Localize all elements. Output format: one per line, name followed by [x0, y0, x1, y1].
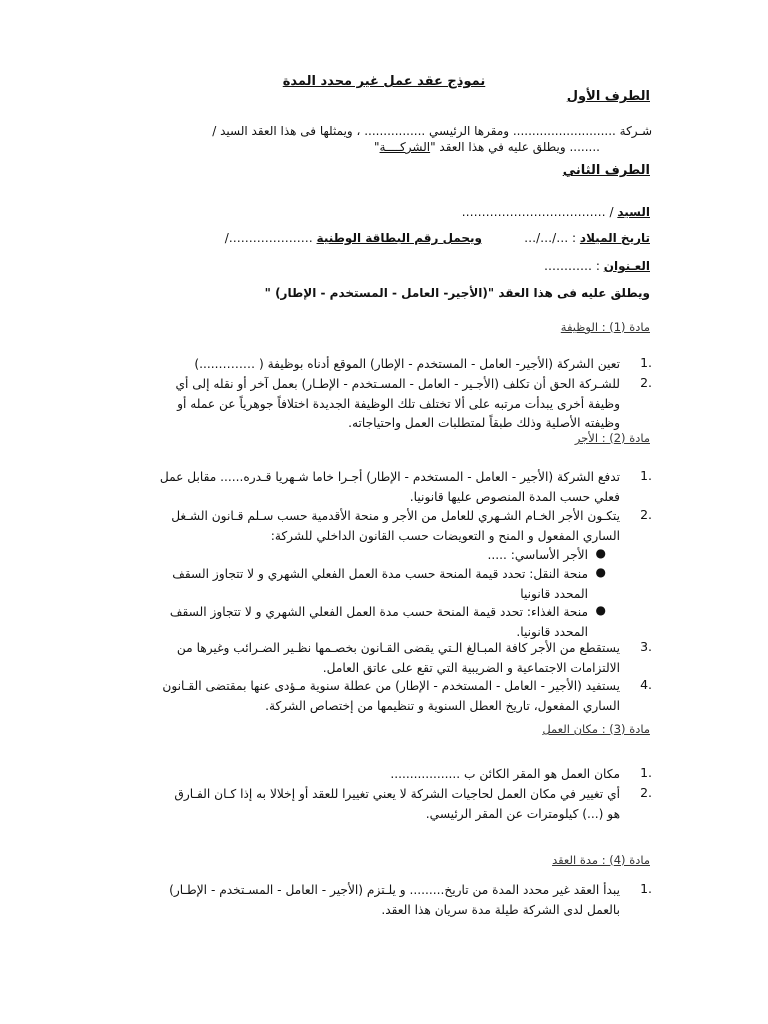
article-3-item-2 [112, 785, 620, 824]
bullet: ● [595, 603, 606, 617]
article-4-item-1 [112, 881, 620, 920]
party2-birth-value: : …/…/… [524, 231, 580, 245]
article-4-title: مادة (4) : مدة العقد [552, 853, 650, 867]
item-number: .3 [640, 639, 652, 654]
item-number: .2 [640, 785, 652, 800]
item-line: وظيفته الأصلية وذلك طبقاً لمتطلبات العمل واحتياجاته. [348, 416, 620, 430]
party1-designation-line [374, 140, 600, 154]
item-number: .4 [640, 677, 652, 692]
item-number: .1 [640, 468, 652, 483]
item-line: تعين الشركة (الأجير- العامل - المستخدم - الإطار) الموقع أدناه بوظيفة ( ……….....) [194, 357, 620, 371]
item-line: أي تغيير في مكان العمل لحاجيات الشركة لا يعني تغييرا للعقد أو إخلالا به إذا كـان الفـارق [174, 787, 620, 801]
bullet-line: منحة الغذاء: تحدد قيمة المنحة حسب مدة العمل الفعلي الشهري و لا تتجاوز السقف [169, 605, 588, 619]
article-3-item-1 [112, 765, 620, 785]
bullet-line: المحدد قانونيا. [516, 624, 588, 639]
item-line: الالتزامات الاجتماعية و الضريبية التي تقع على عاتق العامل. [322, 660, 620, 675]
party1-heading: الطرف الأول [566, 89, 650, 104]
item-line: بالعمل لدى الشركة طيلة مدة سريان هذا العقد. [381, 902, 620, 917]
party1-designation-suffix: " [374, 140, 380, 154]
item-line: تدفع الشركة (الأجير - العامل - المستخدم - الإطار) أجـرا خاما شـهريا قـدره...... مقابل عمل [159, 470, 620, 484]
bullet-basic-wage [112, 546, 588, 566]
party1-designation-prefix: ........ ويطلق عليه في هذا العقد " [430, 140, 600, 154]
item-number: .2 [640, 375, 652, 390]
party2-id-line [225, 231, 482, 245]
item-line: وظيفة أخرى يبدأت مرتبه على ألا تختلف تلك الوظيفة الجديدة اختلافاً جوهرياً عن عمله أو [177, 396, 620, 411]
bullet: ● [595, 565, 606, 579]
item-number: .2 [640, 507, 652, 522]
party2-birth-line [524, 231, 650, 245]
item-line: للشـركة الحق أن تكلف (الأجـير - العامل - المسـتخدم - الإطـار) بعمل آخر أو نقله إلى أي [175, 377, 620, 391]
article-1-item-2 [112, 375, 620, 434]
party2-name-value: / ……………………………… [461, 205, 618, 219]
article-1-item-1 [112, 355, 620, 375]
bullet-line: الأجر الأساسي: ..... [487, 548, 588, 562]
article-2-title: مادة (2) : الأجر [574, 431, 650, 445]
item-line: الساري المفعول و المنح و التعويضات حسب القانون الداخلي للشركة: [270, 528, 620, 543]
party2-address-label: العـنوان [603, 259, 650, 273]
document-title: نموذج عقد عمل غير محدد المدة [282, 74, 486, 89]
item-line: هو (...) كيلومترات عن المقر الرئيسي. [425, 806, 620, 821]
article-3-title: مادة (3) : مكان العمل [542, 722, 650, 736]
bullet-line: منحة النقل: تحدد قيمة المنحة حسب مدة العمل الفعلي الشهري و لا تتجاوز السقف [172, 567, 588, 581]
party2-name-label: السيد [617, 205, 650, 219]
item-line: يستفيد (الأجير - العامل - المستخدم - الإطار) من عطلة سنوية مـؤدى عنها بمقتضى القـانون [162, 679, 620, 693]
party2-heading: الطرف الثاني [562, 163, 650, 178]
item-number: .1 [640, 765, 652, 780]
item-line: يستقطع من الأجر كافة المبـالغ الـتي يقضى القـانون بخصـمها نظـير الضـرائب وغيرها من [176, 641, 620, 655]
item-line: الساري المفعول، تاريخ العطل السنوية و تنظيمها من إختصاص الشركة. [265, 698, 620, 713]
party1-company-line: شـركة ........................... ومقرها الرئيسي ................ ، ويمثلها فى هذا العقد السيد / [212, 124, 652, 138]
party2-id-value: …………………/ [224, 231, 317, 245]
bullet-line: المحدد قانونيا [520, 586, 588, 601]
article-2-item-2 [112, 507, 620, 546]
article-2-item-1 [112, 468, 620, 507]
item-line: يبدأ العقد غير محدد المدة من تاريخ......... و يلـتزم (الأجير - العامل - المسـتخدم - الإطـار) [169, 883, 620, 897]
article-2-item-4 [112, 677, 620, 716]
item-number: .1 [640, 355, 652, 370]
item-line: فعلي حسب المدة المنصوص عليها قانونيا. [409, 489, 620, 504]
item-line: مكان العمل هو المقر الكائن ب .................. [390, 767, 620, 781]
party2-address-value: : ………… [544, 259, 604, 273]
item-line: يتكـون الأجر الخـام الشـهري للعامل من الأجر و منحة الأقدمية حسب سـلم قـانون الشـغل [171, 509, 620, 523]
bullet: ● [595, 546, 606, 560]
bullet-transport-allowance [112, 565, 588, 604]
party2-address-line [544, 259, 650, 273]
item-number: .1 [640, 881, 652, 896]
party1-company-designation: الشركــــة [379, 140, 431, 154]
party2-birth-label: تاريخ الميلاد [579, 231, 650, 245]
bullet-meal-allowance [112, 603, 588, 642]
party2-name-line [462, 205, 650, 219]
party2-id-label: ويحمل رقم البطاقة الوطنية [316, 231, 482, 245]
party2-designation: ويطلق عليه فى هذا العقد "(الأجير- العامل - المستخدم - الإطار) " [264, 286, 650, 300]
article-2-item-3 [112, 639, 620, 678]
article-1-title: مادة (1) : الوظيفة [560, 320, 650, 334]
